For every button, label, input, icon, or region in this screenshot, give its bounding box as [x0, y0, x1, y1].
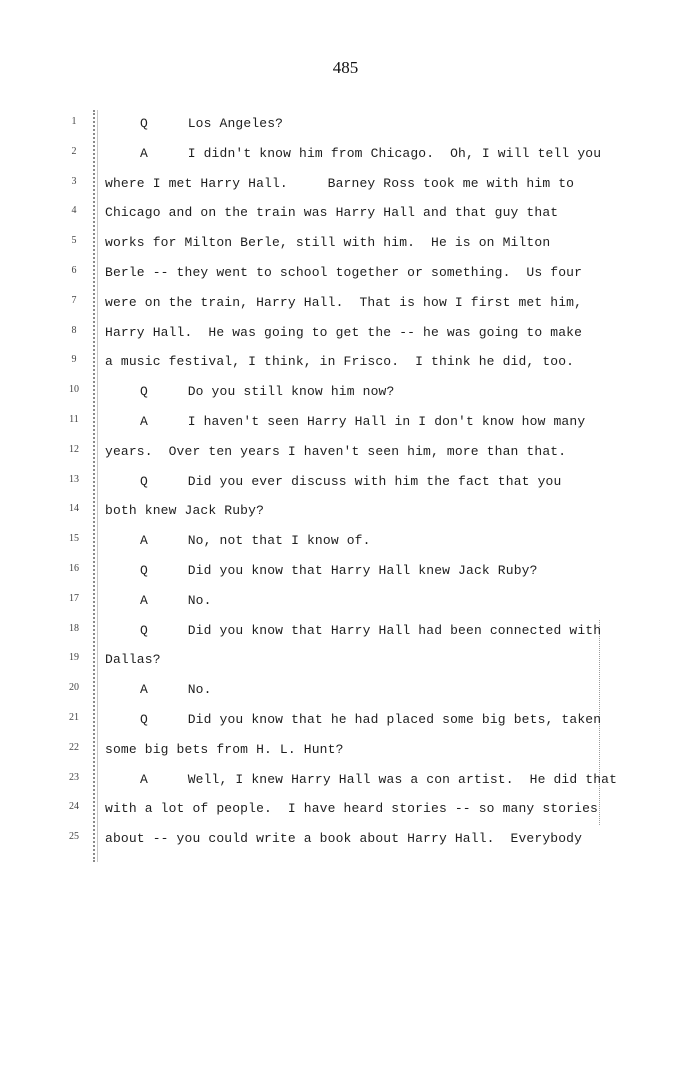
transcript-line	[0, 797, 691, 821]
line-number: 15	[69, 533, 79, 545]
transcript-line	[0, 470, 691, 494]
line-text: A Well, I knew Harry Hall was a con artist. He did that	[140, 771, 618, 787]
transcript-line	[0, 321, 691, 345]
transcript-line	[0, 648, 691, 672]
line-text: Chicago and on the train was Harry Hall and that guy that	[105, 205, 559, 221]
line-number: 10	[69, 384, 79, 396]
line-number: 18	[69, 622, 79, 634]
line-text: Berle -- they went to school together or something. Us four	[105, 265, 583, 280]
line-number: 11	[69, 414, 79, 425]
transcript-line	[0, 559, 691, 583]
line-text: both knew Jack Ruby?	[105, 503, 265, 519]
transcript-line	[0, 440, 691, 464]
transcript-line	[0, 678, 691, 702]
transcript-line	[0, 768, 691, 792]
line-text: A No, not that I know of.	[140, 533, 371, 549]
line-number: 12	[69, 443, 79, 455]
transcript-line	[0, 708, 691, 732]
transcript-line	[0, 529, 691, 553]
line-text: A I didn't know him from Chicago. Oh, I will tell you	[140, 145, 602, 161]
line-text: Q Did you know that he had placed some big bets, taken	[140, 712, 602, 727]
transcript-line	[0, 112, 691, 136]
transcript-line	[0, 231, 691, 255]
line-number: 16	[69, 563, 79, 574]
line-number: 1	[71, 116, 77, 127]
line-text: with a lot of people. I have heard stories -- so many stories	[105, 801, 598, 817]
line-number: 22	[69, 741, 79, 753]
transcript-line	[0, 738, 691, 762]
line-number: 2	[71, 145, 77, 157]
transcript-line	[0, 291, 691, 315]
line-number: 20	[69, 682, 79, 694]
transcript-line	[0, 410, 691, 434]
line-text: A No.	[140, 682, 212, 698]
line-text: a music festival, I think, in Frisco. I think he did, too.	[105, 354, 575, 370]
line-text: works for Milton Berle, still with him. He is on Milton	[105, 235, 551, 251]
transcript-line	[0, 827, 691, 851]
line-text: where I met Harry Hall. Barney Ross took me with him to	[105, 175, 575, 191]
line-number: 21	[69, 712, 79, 723]
transcript-line	[0, 201, 691, 225]
line-number: 9	[71, 354, 77, 366]
line-text: Q Did you ever discuss with him the fact that you	[140, 473, 562, 489]
transcript-line	[0, 350, 691, 374]
line-text: Q Do you still know him now?	[140, 384, 395, 400]
transcript-line	[0, 261, 691, 285]
line-text: Q Did you know that Harry Hall had been connected with	[140, 622, 602, 638]
line-number: 5	[71, 235, 77, 247]
transcript-line	[0, 172, 691, 196]
transcript-line	[0, 142, 691, 166]
line-number: 14	[69, 503, 79, 515]
line-text: years. Over ten years I haven't seen him, more than that.	[105, 443, 567, 459]
line-text: A I haven't seen Harry Hall in I don't know how many	[140, 414, 586, 429]
transcript-line	[0, 499, 691, 523]
line-number: 7	[71, 294, 77, 306]
line-text: A No.	[140, 592, 212, 608]
line-number: 6	[71, 265, 77, 276]
line-text: were on the train, Harry Hall. That is how I first met him,	[105, 294, 583, 310]
line-number: 13	[69, 473, 79, 485]
line-number: 4	[71, 205, 77, 217]
page-number: 485	[332, 58, 359, 77]
line-number: 3	[71, 175, 77, 187]
line-text: Dallas?	[105, 652, 161, 668]
line-number: 23	[69, 771, 79, 783]
line-text: Harry Hall. He was going to get the -- he was going to make	[105, 324, 583, 340]
transcript-line	[0, 589, 691, 613]
line-number: 19	[69, 652, 79, 664]
line-number: 25	[69, 831, 79, 843]
line-text: Q Did you know that Harry Hall knew Jack Ruby?	[140, 563, 538, 578]
line-number: 17	[69, 592, 79, 604]
transcript-line	[0, 619, 691, 643]
line-text: some big bets from H. L. Hunt?	[105, 741, 344, 757]
line-number: 24	[69, 801, 79, 813]
line-number: 8	[71, 324, 77, 336]
transcript-line	[0, 380, 691, 404]
line-text: about -- you could write a book about Harry Hall. Everybody	[105, 831, 583, 847]
line-text: Q Los Angeles?	[140, 116, 284, 131]
